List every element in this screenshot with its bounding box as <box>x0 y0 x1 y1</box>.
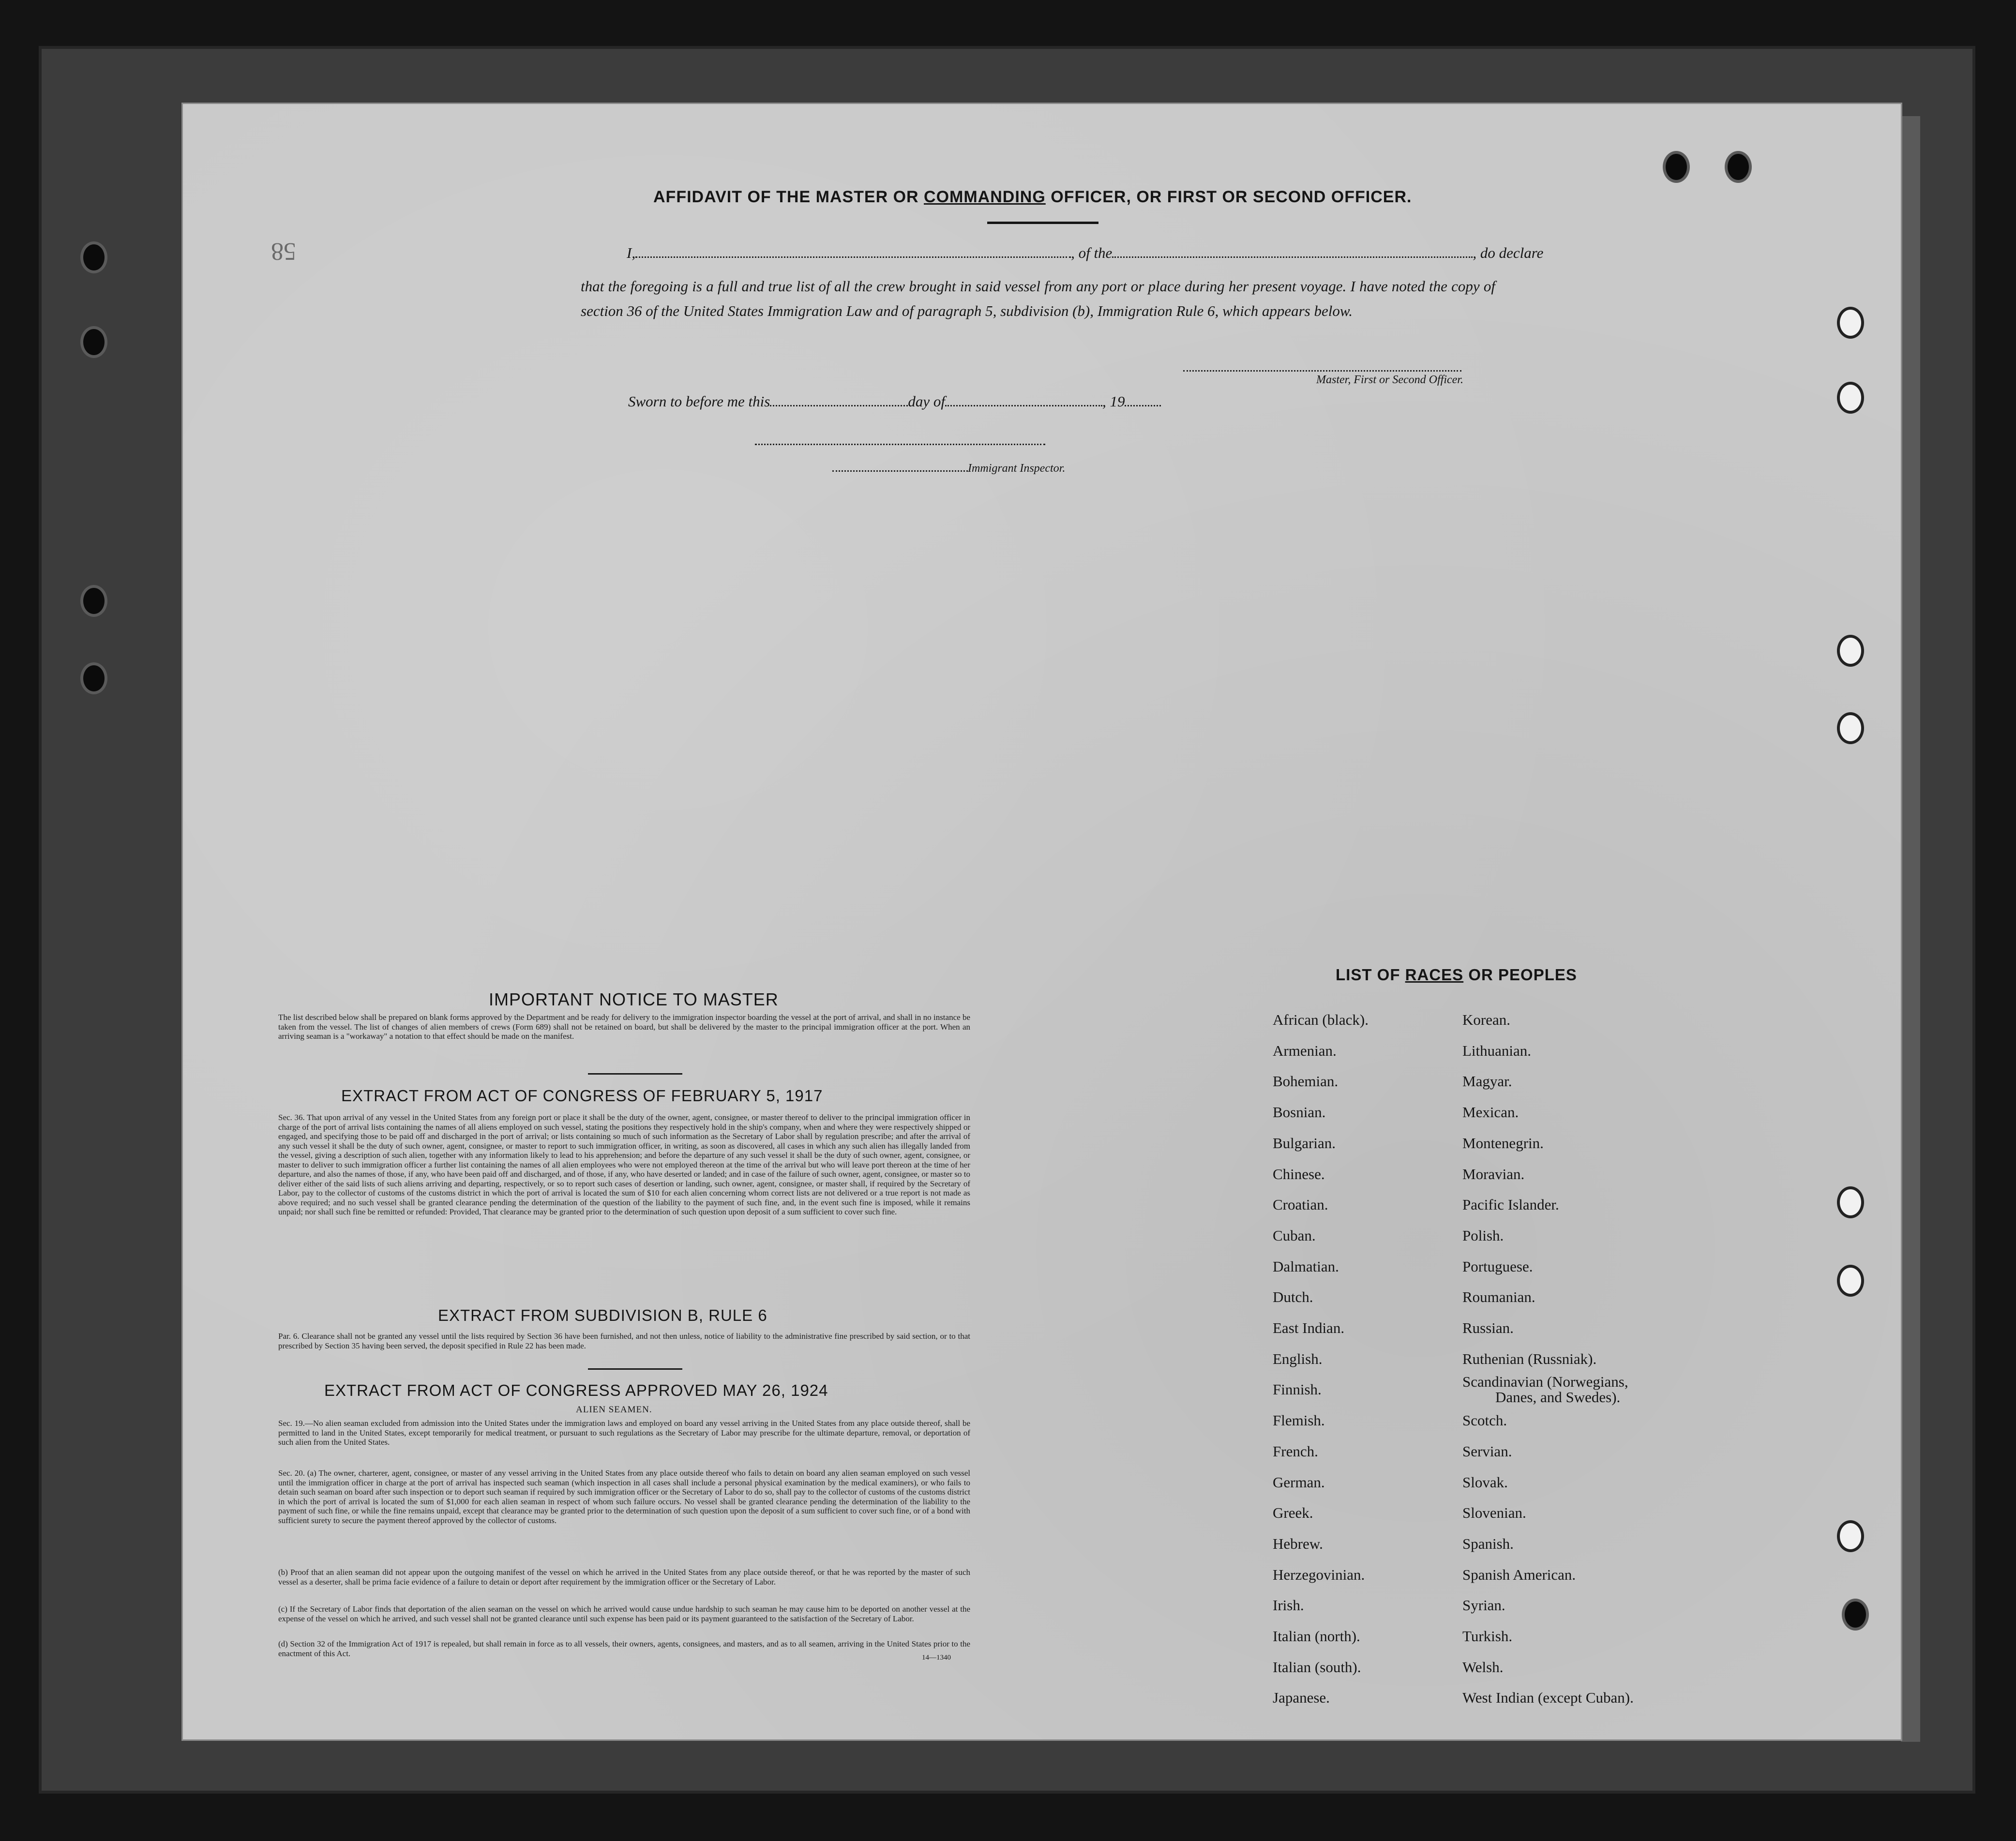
binder-hole <box>1840 385 1861 411</box>
race-item: Herzegovinian. <box>1273 1566 1365 1583</box>
alien-seamen-subtitle: ALIEN SEAMEN. <box>576 1405 652 1415</box>
race-item: Welsh. <box>1462 1658 1504 1676</box>
title-rule <box>987 222 1098 224</box>
race-item: Turkish. <box>1462 1628 1513 1645</box>
races-right-column <box>1462 1004 1634 1713</box>
race-item: African (black). <box>1273 1011 1369 1028</box>
sec20c-text: (c) If the Secretary of Labor finds that deportation of the alien seaman on the vessel on which he arrived would cause undue hardship to such seaman he may cause him to be deported on another vessel at the expense of the vessel on which he arrived, and such vessel shall not be granted clearance until such expense has been paid or its payment guaranteed to the satisfaction of the Secretary of Labor. <box>278 1604 970 1623</box>
binder-hole <box>1840 1523 1861 1549</box>
extract-rule6-title: EXTRACT FROM SUBDIVISION B, RULE 6 <box>438 1306 767 1324</box>
race-item: Mexican. <box>1462 1104 1519 1121</box>
race-item: Hebrew. <box>1273 1535 1323 1552</box>
notice-text: The list described below shall be prepared on blank forms approved by the Department and be ready for delivery to the immigration inspector boarding the vessel at the port of arrival, and shall in no instance be taken from the vessel. The list of changes of alien members of crews (Form 689) shall not be retained on board, but shall be delivered by the master to the principal immigration officer at the port. When an arriving seaman is a "workaway" a notation to that effect should be made on the manifest. <box>278 1013 970 1041</box>
race-item: Portuguese. <box>1462 1257 1533 1275</box>
race-item: Bohemian. <box>1273 1073 1339 1090</box>
binder-hole <box>1840 638 1861 664</box>
race-item: Italian (north). <box>1273 1628 1360 1645</box>
inspector-signature-line <box>755 432 1045 449</box>
race-item: Ruthenian (Russniak). <box>1462 1350 1597 1367</box>
race-item: West Indian (except Cuban). <box>1462 1689 1634 1706</box>
race-item: English. <box>1273 1350 1323 1367</box>
race-item: East Indian. <box>1273 1319 1345 1337</box>
race-item: Spanish. <box>1462 1535 1514 1552</box>
sec20b-text: (b) Proof that an alien seaman did not appear upon the outgoing manifest of the vessel on which he arrived in the United States from any place outside thereof, or that he was reported by the master of such vessel as a deserter, shall be prima facie evidence of a failure to detain or deport after requirement by the immigration officer or the Secretary of Labor. <box>278 1568 970 1587</box>
race-item: Lithuanian. <box>1462 1042 1532 1059</box>
sec20d-text: (d) Section 32 of the Immigration Act of 1917 is repealed, but shall remain in force as to all vessels, their owners, agents, consignees, and masters, and as to all seamen, arriving in the United States prior to the enactment of this Act. <box>278 1639 970 1658</box>
races-left-column <box>1273 1004 1369 1713</box>
race-item: Montenegrin. <box>1462 1134 1544 1152</box>
page-number: 58 <box>271 238 296 265</box>
race-item: Slovenian. <box>1462 1504 1526 1522</box>
extract-1917-text: Sec. 36. That upon arrival of any vessel in the United States from any foreign port or place it shall be the duty of the owner, agent, consignee, or master thereof to deliver to the principal immigration officer in charge of the port of arrival lists containing the names of all aliens employed on such vessel, stating the positions they respectively hold in the ship's company, when and where they were respectively shipped or engaged, and specifying those to be paid off and discharged in the port of arrival; or lists containing so much of such information as the Secretary of Labor shall by regulation prescribe; and after the arrival of any such vessel it shall be the duty of such owner, agent, consignee, or master to report to such immigration officer, in writing, as soon as discovered, all cases in which any such alien has illegally landed from the vessel, giving a description of such alien, together with any information likely to lead to his apprehension; and before the departure of any such vessel it shall be the duty of such owner, agent, consignee, or master to deliver to such immigration officer a further list containing the names of all alien employees who were not employed thereon at the time of the arrival but who will leave port thereon at the time of her departure, and also the names of those, if any, who have been paid off and discharged, and of those, if any, who have deserted or landed; and in case of the failure of such owner, agent, consignee, or master so to deliver either of the said lists of such aliens arriving and departing, respectively, or so to report such cases of desertion or landing, such owner, agent, consignee, or master shall, if required by the Secretary of Labor, pay to the collector of customs of the customs district in which the port of arrival is located the sum of $10 for each alien concerning whom correct lists are not delivered or a true report is not made as above required; and no such vessel shall be granted clearance pending the determination of the question of the liability to the payment of such fine, and, in the event such fine is imposed, while it remains unpaid; nor shall such fine be remitted or refunded: Provided, That clearance may be granted prior to the determination of such question upon deposit of a sum sufficient to cover such fine. <box>278 1113 970 1216</box>
races-title: LIST OF RACES OR PEOPLES <box>1336 966 1577 984</box>
race-item: Bulgarian. <box>1273 1134 1336 1152</box>
binder-hole <box>83 329 105 355</box>
sec20a-text: Sec. 20. (a) The owner, charterer, agent, consignee, or master of any vessel arriving in the United States from any place outside thereof who fails to detain on board any alien seaman employed on such vessel until the immigration officer in charge at the port of arrival has inspected such seaman (which inspection in all cases shall include a personal physical examination by the medical examiners), or who fails to detain such seaman on board after such inspection or to deport such seaman if required by such immigration officer or the Secretary of Labor to do so, shall pay to the collector of customs of the customs district in which the port of arrival is located the sum of $1,000 for each alien seaman in respect of whom such failure occurs. No vessel shall be granted clearance pending the determination of the liability to the payment of such fine, or while the fine remains unpaid, except that clearance may be granted prior to the determination of such question upon the deposit of a sum sufficient to cover such fine, or of a bond with sufficient surety to secure the payment thereof approved by the collector of customs. <box>278 1468 970 1525</box>
extract-rule6-text: Par. 6. Clearance shall not be granted any vessel until the lists required by Section 36 have been furnished, and not then unless, notice of liability to the administrative fine prescribed by said section, or to that prescribed by Section 35 having been served, the deposit specified in Rule 22 has been made. <box>278 1332 970 1350</box>
race-item: Korean. <box>1462 1011 1510 1028</box>
affidavit-body: that the foregoing is a full and true list of all the crew brought in said vessel from any port or place during her present voyage. I have noted the copy of section 36 of the United States Immigration Law and of paragraph 5, subdivision (b), Immigration Rule 6, which appears below. <box>581 278 1495 319</box>
race-item: Bosnian. <box>1273 1104 1326 1121</box>
race-item: Chinese. <box>1273 1165 1325 1182</box>
extract-1917-title: EXTRACT FROM ACT OF CONGRESS OF FEBRUARY 5, 1917 <box>341 1087 823 1105</box>
binder-hole <box>1840 1189 1861 1215</box>
divider <box>588 1073 682 1075</box>
binder-hole <box>1845 1602 1866 1628</box>
extract-1924-title: EXTRACT FROM ACT OF CONGRESS APPROVED MAY 26, 1924 <box>324 1381 828 1399</box>
race-item: Japanese. <box>1273 1689 1330 1706</box>
race-item: Slovak. <box>1462 1473 1508 1491</box>
race-item: Cuban. <box>1273 1227 1316 1244</box>
affidavit-title: AFFIDAVIT OF THE MASTER OR COMMANDING OFFICER, OR FIRST OR SECOND OFFICER. <box>653 188 1412 206</box>
race-item: Servian. <box>1462 1442 1512 1460</box>
race-item: Scotch. <box>1462 1412 1507 1429</box>
declarant-line: I, , of the , do declare <box>627 244 1544 261</box>
binder-hole <box>83 665 105 691</box>
notice-title: IMPORTANT NOTICE TO MASTER <box>489 989 779 1009</box>
race-item: Russian. <box>1462 1319 1514 1337</box>
divider <box>588 1368 682 1370</box>
race-item: Scandinavian (Norwegians, Danes, and Swedes). <box>1462 1373 1628 1406</box>
race-item: Irish. <box>1273 1597 1304 1614</box>
inspector-label: Immigrant Inspector. <box>832 460 1065 475</box>
race-item: Finnish. <box>1273 1381 1322 1398</box>
race-item: Syrian. <box>1462 1597 1505 1614</box>
race-item: Spanish American. <box>1462 1566 1576 1583</box>
race-item: Dalmatian. <box>1273 1257 1339 1275</box>
race-item: Armenian. <box>1273 1042 1337 1059</box>
race-item: Greek. <box>1273 1504 1313 1522</box>
race-item: Pacific Islander. <box>1462 1196 1559 1213</box>
signature-line <box>1183 358 1461 375</box>
binder-hole <box>1840 1268 1861 1294</box>
binder-hole <box>1666 154 1687 180</box>
sec19-text: Sec. 19.—No alien seaman excluded from admission into the United States under the immigration laws and employed on board any vessel arriving in the United States from any place outside thereof, shall be permitted to land in the United States, except temporarily for medical treatment, or pursuant to such regulations as the Secretary of Labor may prescribe for the ultimate departure, removal, or deportation of such alien from the United States. <box>278 1419 970 1447</box>
race-item: Flemish. <box>1273 1412 1325 1429</box>
binder-hole <box>83 244 105 270</box>
race-item: Roumanian. <box>1462 1288 1535 1306</box>
binder-hole <box>83 588 105 614</box>
form-number: 14—1340 <box>922 1654 951 1661</box>
binder-hole <box>1728 154 1749 180</box>
binder-hole <box>1840 715 1861 741</box>
race-item: Italian (south). <box>1273 1658 1361 1676</box>
race-item: Croatian. <box>1273 1196 1328 1213</box>
race-item: Dutch. <box>1273 1288 1313 1306</box>
sheet-edge-shadow <box>1901 116 1920 1742</box>
race-item: Magyar. <box>1462 1073 1512 1090</box>
master-signature-label: Master, First or Second Officer. <box>1316 374 1463 386</box>
race-item: German. <box>1273 1473 1325 1491</box>
race-item: Polish. <box>1462 1227 1504 1244</box>
binder-hole <box>1840 310 1861 336</box>
sworn-line: Sworn to before me this day of , 19 <box>628 393 1161 410</box>
race-item: French. <box>1273 1442 1318 1460</box>
race-item: Moravian. <box>1462 1165 1525 1182</box>
